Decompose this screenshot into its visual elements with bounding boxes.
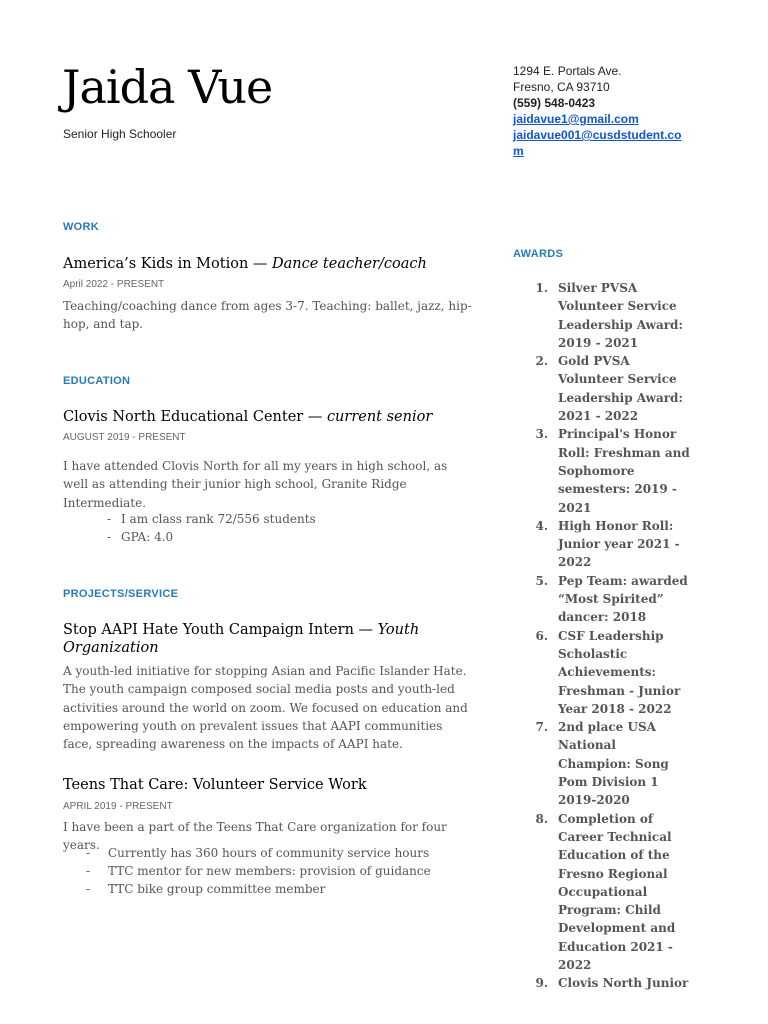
list-item: - TTC bike group committee member xyxy=(86,880,431,898)
education-status: current senior xyxy=(326,409,433,425)
awards-list xyxy=(530,279,690,993)
list-item: - GPA: 4.0 xyxy=(107,528,316,546)
award-number: 4. xyxy=(535,518,548,533)
award-number: 8. xyxy=(535,811,548,826)
email-link-school[interactable]: jaidavue001@cusdstudent.com xyxy=(513,128,682,158)
award-text: Pep Team: awarded “Most Spirited” dancer: 2018 xyxy=(558,573,688,625)
project-entry-title xyxy=(63,621,423,657)
list-item: - TTC mentor for new members: provision of guidance xyxy=(86,862,431,880)
award-number: 1. xyxy=(535,281,548,295)
project-description: A youth-led initiative for stopping Asian and Pacific Islander Hate. The youth campaign composed social media posts and youth-led activities around the world on zoom. We focused on education and empowering youth on prevalent issues that AAPI communities face, spreading awareness on the impacts of AAPI hate. xyxy=(63,664,468,752)
award-text: Clovis North Junior xyxy=(558,976,689,991)
award-item xyxy=(530,352,690,425)
section-heading-education: EDUCATION xyxy=(63,375,131,387)
service-date: APRIL 2019 - PRESENT xyxy=(63,801,173,812)
award-number: 5. xyxy=(535,573,548,588)
award-item xyxy=(530,810,690,975)
education-separator: — xyxy=(303,409,327,425)
education-description: I have attended Clovis North for all my years in high school, as well as attending their junior high school, Granite Ridge Intermediate. xyxy=(63,459,448,510)
award-text: 2nd place USA National Champion: Song Pom Division 1 2019-2020 xyxy=(558,720,669,808)
work-description: Teaching/coaching dance from ages 3-7. Teaching: ballet, jazz, hip-hop, and tap. xyxy=(63,299,472,332)
service-bullets xyxy=(86,844,431,898)
award-item xyxy=(530,572,690,627)
applicant-subtitle: Senior High Schooler xyxy=(63,127,177,141)
award-text: Completion of Career Technical Education of the Fresno Regional Occupational Program: Child Development and Education 2021 - 2022 xyxy=(558,811,676,972)
service-description: I have been a part of the Teens That Care organization for four years. xyxy=(63,820,447,853)
award-text: Silver PVSA Volunteer Service Leadership Award: 2019 - 2021 xyxy=(558,281,683,350)
contact-block xyxy=(513,63,688,159)
applicant-name: Jaida Vue xyxy=(62,60,273,114)
education-school: Clovis North Educational Center xyxy=(63,409,304,425)
education-bullets xyxy=(107,510,316,546)
section-heading-projects: PROJECTS/SERVICE xyxy=(63,588,179,600)
service-entry-title: Teens That Care: Volunteer Service Work xyxy=(63,777,367,793)
work-separator: — xyxy=(248,256,273,272)
award-number: 6. xyxy=(535,628,548,643)
project-organization: Youth Organization xyxy=(63,622,420,656)
list-item: - I am class rank 72/556 students xyxy=(107,510,316,528)
award-item xyxy=(530,517,690,572)
award-text: High Honor Roll: Junior year 2021 - 2022 xyxy=(558,518,680,570)
award-item xyxy=(530,279,690,352)
work-date: April 2022 - PRESENT xyxy=(63,279,165,290)
award-text: Principal's Honor Roll: Freshman and Sophomore semesters: 2019 - 2021 xyxy=(558,427,690,515)
list-item: - Currently has 360 hours of community service hours xyxy=(86,844,431,862)
award-number: 9. xyxy=(535,976,548,991)
address-line-2: Fresno, CA 93710 xyxy=(513,80,610,94)
project-separator: — xyxy=(353,622,378,638)
work-entry-title xyxy=(63,255,473,273)
award-item xyxy=(530,718,690,809)
work-role: Dance teacher/coach xyxy=(272,256,427,272)
award-item xyxy=(530,425,690,516)
address-line-1: 1294 E. Portals Ave. xyxy=(513,64,622,78)
award-number: 7. xyxy=(535,720,548,735)
education-date: AUGUST 2019 - PRESENT xyxy=(63,432,186,443)
project-title: Stop AAPI Hate Youth Campaign Intern xyxy=(63,622,354,638)
award-item xyxy=(530,627,690,718)
section-heading-awards: AWARDS xyxy=(513,248,564,260)
phone-number: (559) 548-0423 xyxy=(513,96,596,110)
education-entry-title xyxy=(63,408,473,426)
email-link-personal[interactable]: jaidavue1@gmail.com xyxy=(513,112,639,126)
work-organization: America’s Kids in Motion xyxy=(63,256,249,272)
award-text: CSF Leadership Scholastic Achievements: Freshman - Junior Year 2018 - 2022 xyxy=(558,628,681,716)
award-number: 3. xyxy=(535,427,548,442)
award-number: 2. xyxy=(535,354,548,369)
award-item xyxy=(530,974,690,992)
section-heading-work: WORK xyxy=(63,221,100,233)
award-text: Gold PVSA Volunteer Service Leadership Award: 2021 - 2022 xyxy=(558,354,683,424)
